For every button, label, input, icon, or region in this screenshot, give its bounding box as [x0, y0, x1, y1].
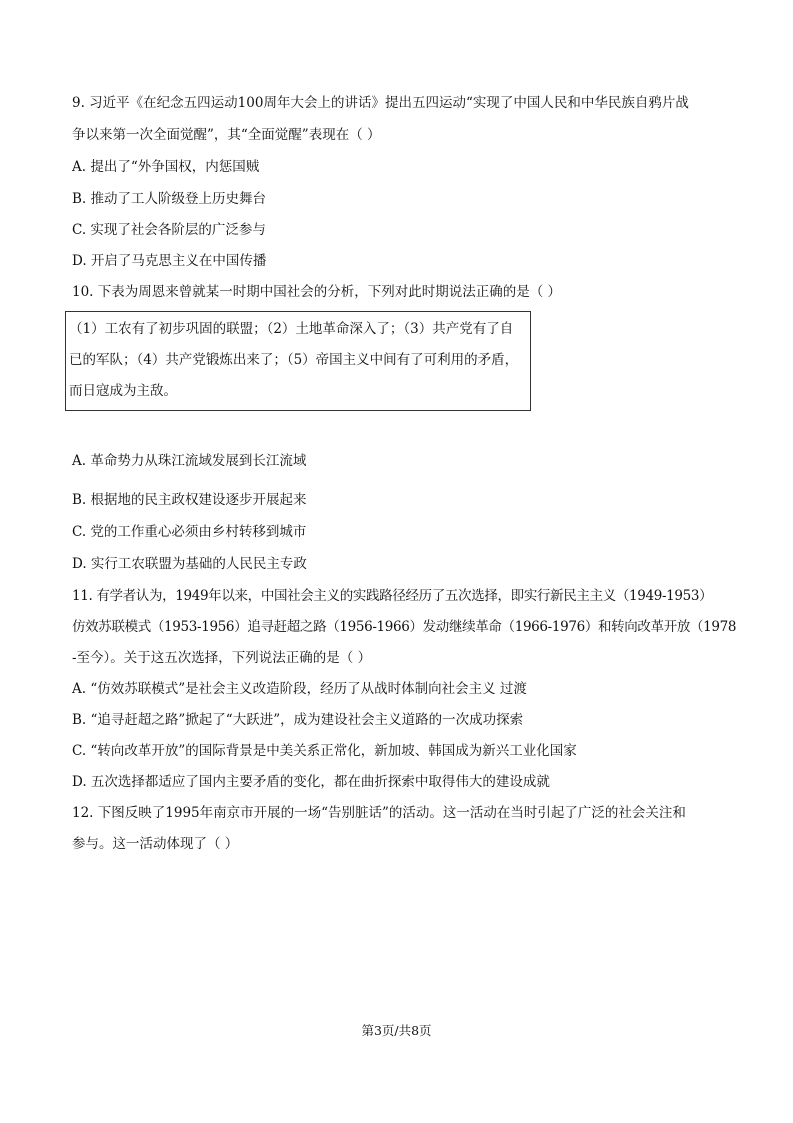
- q11-option-b: B. “追寻赶超之路”掀起了“大跃进”，成为建设社会主义道路的一次成功探索: [72, 712, 524, 728]
- q11-stem-line-1: 11. 有学者认为，1949年以来，中国社会主义的实践路径经历了五次选择，即实行新民主主义（1949-1953）: [72, 588, 713, 604]
- q10-option-b: B. 根据地的民主政权建设逐步开展起来: [72, 492, 307, 508]
- q10-box-line-1: （1）工农有了初步巩固的联盟；（2）土地革命深入了；（3）共产党有了自: [69, 321, 514, 337]
- q11-option-a: A. “仿效苏联模式”是社会主义改造阶段，经历了从战时体制向社会主义 过渡: [72, 681, 527, 697]
- q9-stem-line-1: 9. 习近平《在纪念五四运动100周年大会上的讲话》提出五四运动“实现了中国人民和中华民族自鸦片战: [72, 95, 689, 111]
- q9-option-c: C. 实现了社会各阶层的广泛参与: [72, 222, 266, 238]
- q10-option-c: C. 党的工作重心必须由乡村转移到城市: [72, 524, 307, 540]
- q10-quote-box: [65, 311, 531, 411]
- q10-box-line-2: 已的军队；（4）共产党锻炼出来了；（5）帝国主义中间有了可利用的矛盾，: [69, 352, 519, 368]
- q11-option-d: D. 五次选择都适应了国内主要矛盾的变化，都在曲折探索中取得伟大的建设成就: [72, 774, 550, 790]
- q12-stem-line-1: 12. 下图反映了1995年南京市开展的一场“告别脏话”的活动。这一活动在当时引起了广泛的社会关注和: [72, 805, 686, 821]
- q9-option-d: D. 开启了马克思主义在中国传播: [72, 253, 267, 269]
- q10-option-a: A. 革命势力从珠江流域发展到长江流域: [72, 453, 307, 469]
- q9-option-a: A. 提出了“外争国权，内惩国贼: [72, 159, 260, 175]
- page-footer: 第3页/共8页: [361, 1023, 432, 1038]
- q11-stem-line-2: 仿效苏联模式（1953-1956）追寻赶超之路（1956-1966）发动继续革命（1966-1976）和转向改革开放（1978: [72, 619, 737, 635]
- q11-option-c: C. “转向改革开放”的国际背景是中美关系正常化，新加坡、韩国成为新兴工业化国家: [72, 743, 577, 759]
- q10-option-d: D. 实行工农联盟为基础的人民民主专政: [72, 556, 307, 572]
- q11-stem-line-3: -至今）。关于这五次选择，下列说法正确的是（ ）: [72, 650, 372, 666]
- q9-option-b: B. 推动了工人阶级登上历史舞台: [72, 191, 267, 207]
- q10-stem: 10. 下表为周恩来曾就某一时期中国社会的分析，下列对此时期说法正确的是（ ）: [72, 284, 562, 300]
- q10-box-line-3: 而日寇成为主敌。: [69, 383, 177, 399]
- q9-stem-line-2: 争以来第一次全面觉醒”，其“全面觉醒”表现在（ ）: [72, 127, 381, 143]
- q12-stem-line-2: 参与。这一活动体现了（ ）: [72, 836, 239, 852]
